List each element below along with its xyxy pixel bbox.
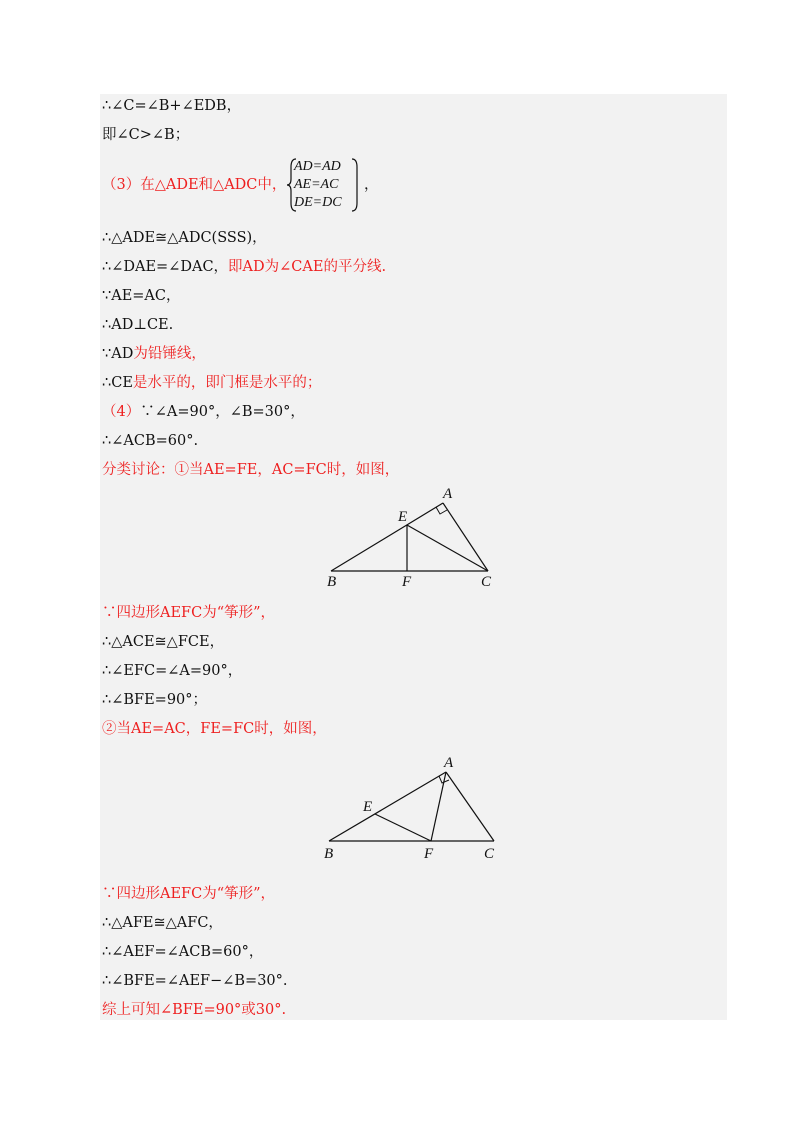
- fig2-label-a: A: [444, 755, 454, 771]
- system-eq-2: AE=AC: [294, 177, 339, 192]
- proof-line-9a: ∴CE: [102, 375, 133, 391]
- fig2-label-e: E: [363, 799, 373, 815]
- proof-line-5a: ∴∠DAE=∠DAC，: [102, 259, 229, 275]
- fig1-label-e: E: [398, 509, 408, 525]
- proof-line-9: [102, 373, 321, 393]
- proof-line-1: ∴∠C=∠B+∠EDB，: [102, 98, 242, 114]
- proof-line-16: ∴∠BFE=90°；: [102, 692, 208, 708]
- proof-line-5: [102, 257, 386, 277]
- fig2-label-f: F: [424, 846, 434, 862]
- proof-line-2: 即∠C>∠B；: [102, 127, 190, 143]
- proof-line-7: ∴AD⊥CE.: [102, 317, 174, 333]
- step4-label: （4）: [102, 404, 141, 420]
- fig1-label-c: C: [481, 574, 492, 590]
- proof-line-8b: 为铅锤线，: [133, 346, 206, 362]
- proof-line-9b: 是水平的，即门框是水平的；: [132, 375, 322, 391]
- proof-line-13: ∵四边形AEFC为“筝形”，: [102, 605, 276, 621]
- fig1-label-f: F: [402, 574, 412, 590]
- fig2-label-b: B: [324, 846, 334, 862]
- figure-2-triangle: [318, 752, 503, 867]
- proof-line-4: ∴△ADE≅△ADC(SSS)，: [102, 230, 267, 246]
- system-suffix: ，: [364, 177, 379, 193]
- fig1-label-a: A: [443, 486, 453, 502]
- proof-line-17: ②当AE=AC，FE=FC时，如图，: [102, 721, 327, 737]
- proof-line-3: [102, 175, 286, 195]
- proof-line-22: 综上可知∠BFE=90°或30°.: [102, 1002, 287, 1018]
- figure-1-triangle: [318, 482, 498, 592]
- proof-line-19: ∴△AFE≅△AFC，: [102, 915, 223, 931]
- congruence-system: [286, 157, 366, 213]
- proof-line-11: ∴∠ACB=60°.: [102, 433, 199, 449]
- proof-line-8a: ∵AD: [102, 346, 134, 362]
- proof-line-14: ∴△ACE≅△FCE，: [102, 634, 225, 650]
- proof-line-10: [102, 402, 305, 422]
- proof-line-12: 分类讨论：①当AE=FE，AC=FC时，如图，: [102, 462, 400, 478]
- system-eq-3: DE=DC: [294, 195, 342, 210]
- proof-line-15: ∴∠EFC=∠A=90°，: [102, 663, 243, 679]
- proof-line-18: ∵四边形AEFC为“筝形”，: [102, 886, 276, 902]
- proof-line-5b: 即AD为∠CAE的平分线.: [228, 259, 387, 275]
- fig2-label-c: C: [484, 846, 495, 862]
- proof-line-21: ∴∠BFE=∠AEF−∠B=30°.: [102, 973, 288, 989]
- system-eq-1: AD=AD: [294, 159, 341, 174]
- proof-line-20: ∴∠AEF=∠ACB=60°，: [102, 944, 264, 960]
- proof-line-6: ∵AE=AC，: [102, 288, 181, 304]
- fig1-label-b: B: [327, 574, 337, 590]
- step3-text: （3）在△ADE和△ADC中，: [102, 177, 287, 193]
- proof-line-10b: ∵∠A=90°，∠B=30°，: [140, 404, 305, 420]
- proof-line-8: [102, 344, 206, 364]
